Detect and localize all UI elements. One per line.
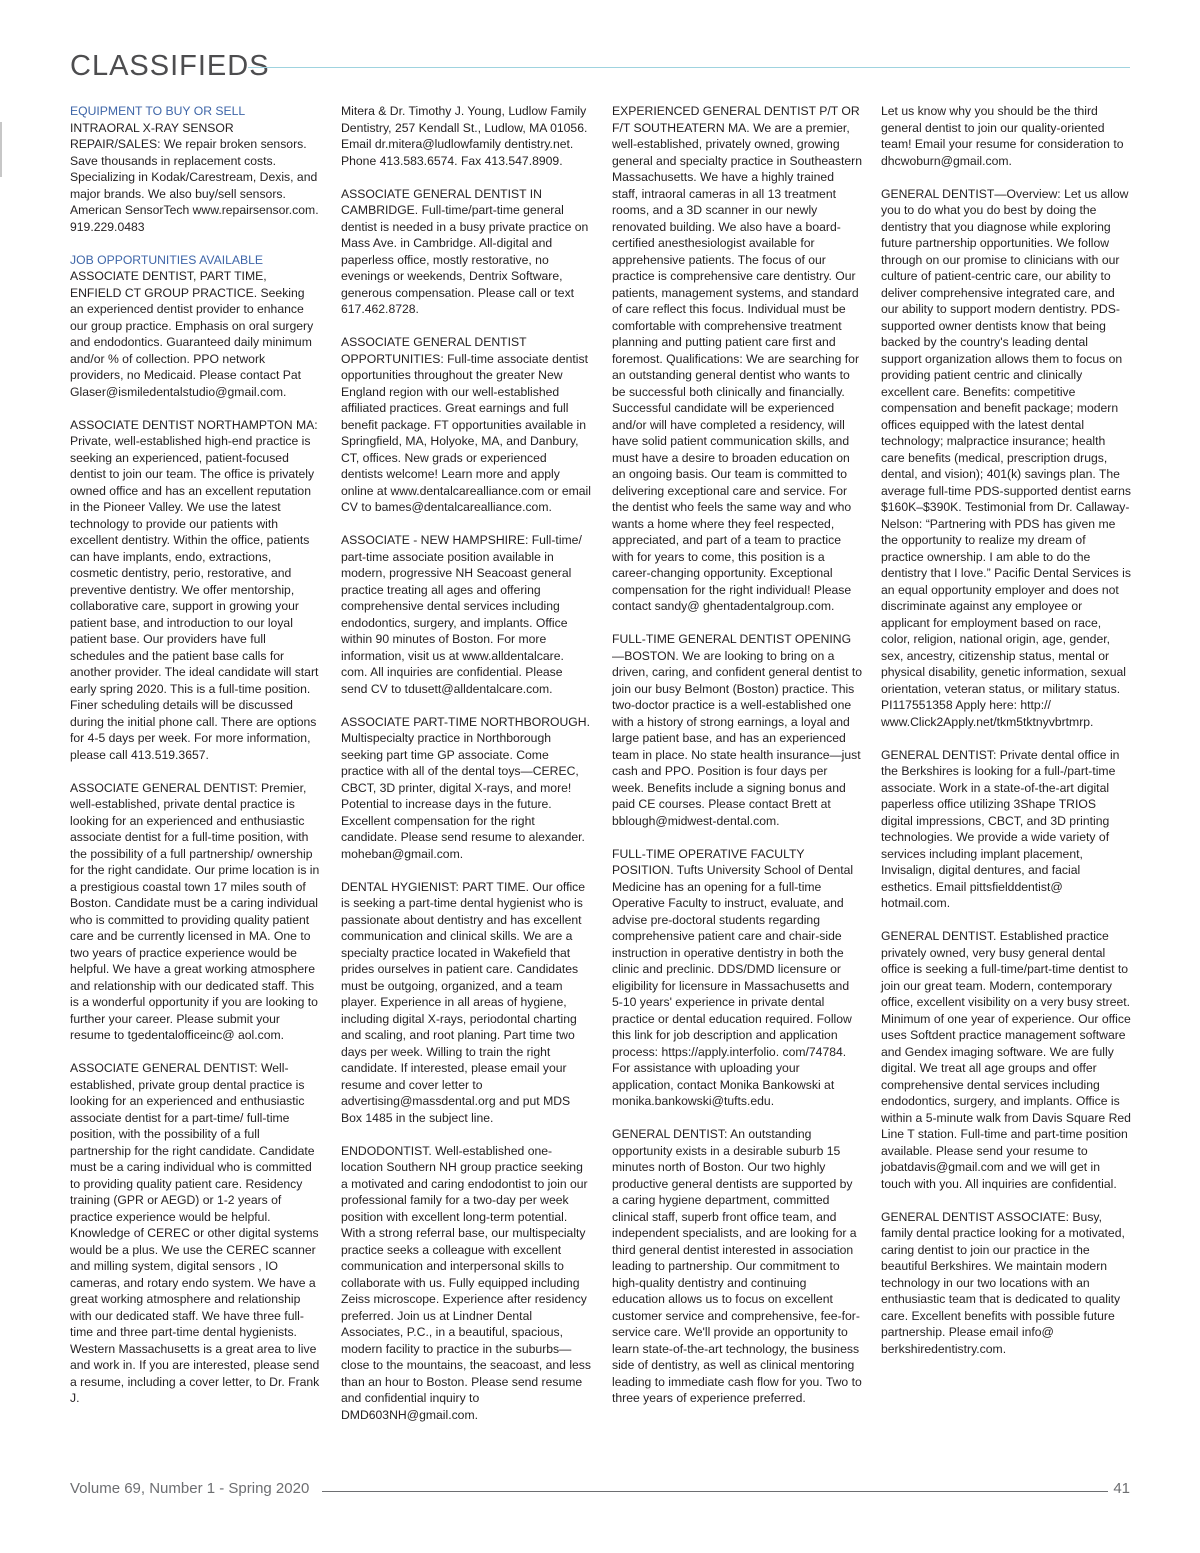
issue-info: Volume 69, Number 1 - Spring 2020	[70, 1480, 310, 1497]
classified-ad: GENERAL DENTIST ASSOCIATE: Busy, family dental practice looking for a motivated, caring dentist to join our practice in the beautiful Berkshires. We maintain modern technology in our two locations with an enthusiastic team that is dedicated to quality care. Excellent benefits with possible future partnership. Please email info@ berkshiredentistry.com.	[881, 1209, 1125, 1356]
classified-ad: GENERAL DENTIST—Overview: Let us allow you to do what you do best by doing the dentistry that you diagnose while exploring future partnership opportunities. We follow through on our promise to clinicians with our culture of patient-centric care, our ability to deliver comprehensive integrated care, and our ability to support modern dentistry. PDS-supported owner dentists know that being backed by the country's leading dental support organization allows them to focus on providing patient centric and clinically excellent care. Benefits: competitive compensation and benefit package; modern offices equipped with the latest dental technology; malpractice insurance; health care benefits (medical, prescription drugs, dental, and vision); 401(k) savings plan. The average full-time PDS-supported dentist earns $160K–$390K. Testimonial from Dr. Callaway-Nelson: “Partnering with PDS has given me the opportunity to realize my dream of practice ownership. I am able to do the dentistry that I love.” Pacific Dental Services is an equal opportunity employer and does not discriminate against any employee or applicant for employment based on race, color, religion, national origin, age, gender, sex, ancestry, citizenship status, mental or physical disability, genetic information, sexual orientation, veteran status, or military status. PI117551358 Apply here: http:// www.Click2Apply.net/tkm5tktnyvbrtmrp.	[881, 186, 1131, 729]
classified-ad: ASSOCIATE DENTIST NORTHAMPTON MA: Private, well-established high-end practice is seeking an experienced, patient-focused dentist to join our team. The office is privately owned office and has an excellent reputation in the Pioneer Valley. We use the latest technology to provide our patients with excellent dentistry. Within the office, patients can have implants, endo, extractions, cosmetic dentistry, perio, restorative, and preventive dentistry. We offer mentorship, collaborative care, support in growing your patient base, and introduction to our loyal patient base. Our providers have full schedules and the patient base calls for another provider. The ideal candidate will start early spring 2020. This is a full-time position. Finer scheduling details will be discussed during the initial phone call. There are options for 4-5 days per week. For more information, please call 413.519.3657.	[70, 417, 319, 762]
classified-ad: GENERAL DENTIST: Private dental office in the Berkshires is looking for a full-/part-time associate. Work in a state-of-the-art digital paperless office utilizing 3Shape TRIOS digital impressions, CBCT, and 3D printing technologies. We provide a wide variety of services including implant placement, Invisalign, digital dentures, and facial esthetics. Email pittsfielddentist@ hotmail.com.	[881, 747, 1120, 910]
column-3	[612, 103, 862, 1423]
classified-ad: GENERAL DENTIST. Established practice privately owned, very busy general dental office is seeking a full-time/part-time dentist to join our great team. Modern, contemporary office, excellent visibility on a very busy street. Minimum of one year of experience. Our office uses Softdent practice management software and Gendex imaging software. We are fully digital. We treat all age groups and offer comprehensive dental services including endodontics, surgery, and implants. Office is within a 5-minute walk from Davis Square Red Line T station. Full-time and part-time position available. Please send your resume to jobatdavis@gmail.com and we will get in touch with you. All inquiries are confidential.	[881, 929, 1131, 1191]
classified-ad: DENTAL HYGIENIST: PART TIME. Our office is seeking a part-time dental hygienist who is passionate about dentistry and has excellent communication and clinical skills. We are a specialty practice located in Wakefield that prides ourselves in patient care. Candidates must be outgoing, organized, and a team player. Experience in all areas of hygiene, including digital X-rays, periodontal charting and scaling, and root planing. Part time two days per week. Willing to train the right candidate. If interested, please email your resume and cover letter to advertising@massdental.org and put MDS Box 1485 in the subject line.	[341, 879, 586, 1125]
classified-ad: INTRAORAL X-RAY SENSOR REPAIR/SALES: We repair broken sensors. Save thousands in replacement costs. Specializing in Kodak/Carestream, Dexis, and major brands. We also buy/sell sensors. American SensorTech www.repairsensor.com. 919.229.0483	[70, 120, 319, 234]
column-4	[881, 103, 1131, 1374]
classified-ad: ASSOCIATE PART-TIME NORTHBOROUGH. Multispecialty practice in Northborough seeking part time GP associate. Come practice with all of the dental toys—CEREC, CBCT, 3D printer, digital X-rays, and more! Potential to increase days in the future. Excellent compensation for the right candidate. Please send resume to alexander. moheban@gmail.com.	[341, 714, 590, 861]
page-header	[70, 48, 1130, 88]
classified-ad: FULL-TIME OPERATIVE FACULTY POSITION. Tufts University School of Dental Medicine has an opening for a full-time Operative Faculty to instruct, evaluate, and advise pre-doctoral students regarding comprehensive patient care and chair-side instruction in operative dentistry in both the clinic and preclinic. DDS/DMD licensure or eligibility for licensure in Massachusetts and 5-10 years' experience in private dental practice or dental education required. Follow this link for job description and application process: https://apply.interfolio. com/74784. For assistance with uploading your application, contact Monika Bankowski at monika.bankowski@tufts.edu.	[612, 846, 854, 1108]
classified-ad: ASSOCIATE DENTIST, PART TIME, ENFIELD CT GROUP PRACTICE. Seeking an experienced dentist provider to enhance our group practice. Emphasis on oral surgery and endodontics. Guaranteed daily minimum and/or % of collection. PPO network providers, no Medicaid. Please contact Pat Glaser@ismiledentalstudio@gmail.com.	[70, 269, 314, 399]
classified-ad: ASSOCIATE GENERAL DENTIST: Well-established, private group dental practice is looking for an experienced and enthusiastic associate dentist for a part-time/ full-time position, with the possibility of a full partnership for the right candidate. Candidate must be a caring individual who is committed to providing quality patient care. Residency training (GPR or AEGD) or 1-2 years of practice experience would be helpful. Knowledge of CEREC or other digital systems would be a plus. We use the CEREC scanner and milling system, digital sensors , IO cameras, and rotary endo system. We have a great working atmosphere and relationship with our dedicated staff. We have three full-time and three part-time dental hygienists. Western Massachusetts is a great area to live and work in. If you are interested, please send a resume, including a cover letter, to Dr. Frank J.	[70, 1061, 320, 1405]
classified-ad: Mitera & Dr. Timothy J. Young, Ludlow Family Dentistry, 257 Kendall St., Ludlow, MA 01056. Email dr.mitera@ludlowfamily dentistry.net. Phone 413.583.6574. Fax 413.547.8909.	[341, 104, 588, 168]
header-divider	[248, 67, 1130, 68]
column-2	[341, 103, 591, 1440]
classified-ad: ASSOCIATE GENERAL DENTIST: Premier, well-established, private dental practice is looking for an experienced and enthusiastic associate dentist for a full-time position, with the possibility of a full partnership/ ownership for the right candidate. Our prime location is in a prestigious coastal town 17 miles south of Boston. Candidate must be a caring individual who is committed to providing quality patient care and be currently licensed in MA. One to two years of practice experience would be helpful. We have a great working atmosphere and relationship with our dedicated staff. This is a wonderful opportunity if you are looking to further your career. Please submit your resume to tgedentalofficeinc@ aol.com.	[70, 780, 320, 1042]
page-footer	[70, 1480, 1130, 1502]
classified-ad: GENERAL DENTIST: An outstanding opportunity exists in a desirable suburb 15 minutes north of Boston. Our two highly productive general dentists are supported by a caring hygiene department, committed clinical staff, superb front office team, and independent specialists, and are looking for a third general dentist interested in association leading to partnership. Our commitment to high-quality dentistry and continuing education allows us to focus on excellent customer service and comprehensive, fee-for-service care. We'll provide an opportunity to learn state-of-the-art technology, the business side of dentistry, as well as clinical mentoring leading to immediate cash flow for you. Two to three years of experience preferred.	[612, 1127, 862, 1405]
classified-ad: ASSOCIATE GENERAL DENTIST IN CAMBRIDGE. Full-time/part-time general dentist is needed in a busy private practice on Mass Ave. in Cambridge. All-digital and paperless office, mostly restorative, no evenings or weekends, Dentrix Software, generous compensation. Please call or text 617.462.8728.	[341, 186, 589, 316]
margin-marker	[0, 122, 2, 177]
classified-ad: Let us know why you should be the third general dentist to join our quality-oriented team! Email your resume for consideration to dhcwoburn@gmail.com.	[881, 104, 1124, 168]
section-heading: EQUIPMENT TO BUY OR SELL	[70, 104, 246, 118]
classified-ad: ENDODONTIST. Well-established one-location Southern NH group practice seeking a motivated and caring endodontist to join our professional family for a two-day per week position with excellent long-term potential. With a strong referral base, our multispecialty practice seeks a colleague with excellent communication and interpersonal skills to collaborate with us. Fully equipped including Zeiss microscope. Experience after residency preferred. Join us at Lindner Dental Associates, P.C., in a beautiful, spacious, modern facility to practice in the suburbs—close to the mountains, the seacoast, and less than an hour to Boston. Please send resume and confidential inquiry to DMD603NH@gmail.com.	[341, 1143, 591, 1422]
classified-ad: ASSOCIATE - NEW HAMPSHIRE: Full-time/ part-time associate position available in modern, progressive NH Seacoast general practice treating all ages and offering comprehensive dental services including endodontics, surgery, and implants. Office within 90 minutes of Boston. For more information, visit us at www.alldentalcare. com. All inquiries are confidential. Please send CV to tdusett@alldentalcare.com.	[341, 533, 582, 696]
page-title: CLASSIFIEDS	[70, 50, 270, 82]
page-number: 41	[1113, 1480, 1130, 1497]
classified-ad: FULL-TIME GENERAL DENTIST OPENING —BOSTON. We are looking to bring on a driven, caring, and confident general dentist to join our busy Belmont (Boston) practice. This two-doctor practice is a well-established one with a history of strong earnings, a loyal and large patient base, and has an experienced team in place. No state health insurance—just cash and PPO. Position is four days per week. Benefits include a signing bonus and paid CE courses. Please contact Brett at bblough@midwest-dental.com.	[612, 632, 863, 828]
section-heading: JOB OPPORTUNITIES AVAILABLE	[70, 252, 264, 267]
classified-ad: ASSOCIATE GENERAL DENTIST OPPORTUNITIES: Full-time associate dentist opportunities throughout the greater New England region with our well-established affiliated practices. Great earnings and full benefit package. FT opportunities available in Springfield, MA, Holyoke, MA, and Danbury, CT, offices. New grads or experienced dentists welcome! Learn more and apply online at www.dentalcarealliance.com or email CV to bames@dentalcarealliance.com.	[341, 335, 591, 514]
column-1	[70, 103, 320, 1423]
footer-divider	[322, 1491, 1108, 1492]
classified-ad: EXPERIENCED GENERAL DENTIST P/T OR F/T SOUTHEATERN MA. We are a premier, well-established, privately owned, growing general and specialty practice in Southeastern Massachusetts. We have a highly trained staff, intraoral cameras in all 13 treatment rooms, and a 3D scanner in our newly renovated building. We also have a board-certified anesthesiologist available for apprehensive patients. The focus of our practice is comprehensive care dentistry. Our patients, management systems, and standard of care reflect this focus. Individual must be comfortable with comprehensive treatment planning and putting patient care first and foremost. Qualifications: We are searching for an outstanding general dentist who wants to be successful both clinically and financially. Successful candidate will be experienced and/or will have completed a residency, will have solid patient communication skills, and must have a desire to broaden education on an ongoing basis. Our team is committed to delivering exceptional care and service. For the dentist who feels the same way and who wants a home where they feel respected, appreciated, and part of a team to practice with for years to come, this position is a career-changing opportunity. Exceptional compensation for the right individual! Please contact sandy@ ghentadentalgroup.com.	[612, 104, 862, 613]
